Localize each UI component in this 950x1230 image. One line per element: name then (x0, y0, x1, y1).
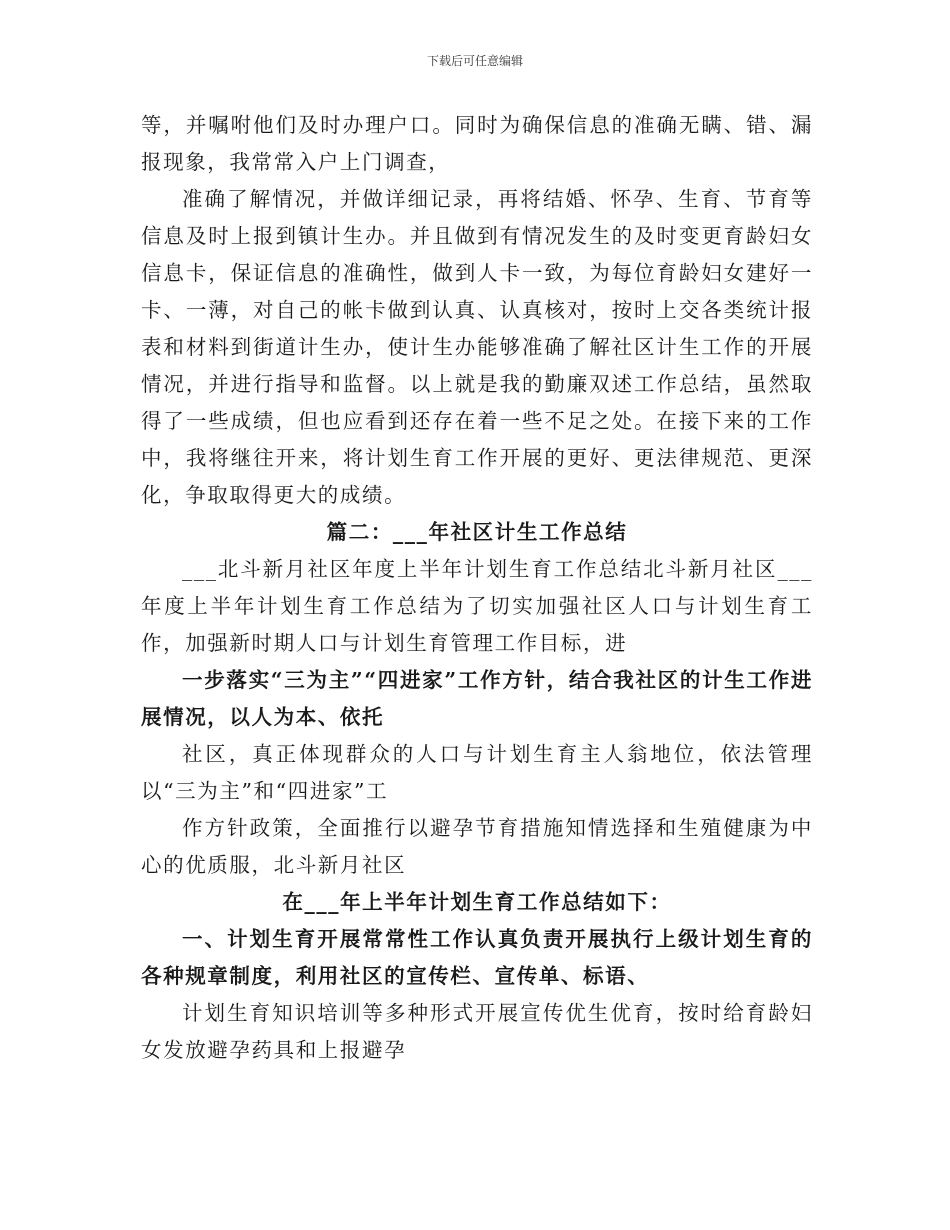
page-header: 下载后可任意编辑 (426, 54, 523, 68)
document-body (141, 107, 813, 1069)
section-title-2: 篇二：___年社区计生工作总结 (326, 520, 628, 544)
paragraph-7: 在___年上半年计划生育工作总结如下： (282, 890, 672, 914)
paragraph-9: 计划生育知识培训等多种形式开展宣传优生优育，按时给育龄妇女发放避孕药具和上报避孕 (141, 1001, 813, 1062)
paragraph-6: 作方针政策，全面推行以避孕节育措施知情选择和生殖健康为中心的优质服，北斗新月社区 (141, 816, 813, 877)
paragraph-5: 社区，真正体现群众的人口与计划生育主人翁地位，依法管理以“三为主”和“四进家”工 (141, 742, 813, 803)
paragraph-3: ___北斗新月社区年度上半年计划生育工作总结北斗新月社区___年度上半年计划生育工作总结为了切实加强社区人口与计划生育工作，加强新时期人口与计划生育管理工作目标，进 (141, 557, 813, 655)
paragraph-8: 一、计划生育开展常常性工作认真负责开展执行上级计划生育的各种规章制度，利用社区的宣传栏、宣传单、标语、 (141, 927, 813, 988)
paragraph-1: 等，并嘱咐他们及时办理户口。同时为确保信息的准确无瞒、错、漏报现象，我常常入户上门调查， (141, 113, 813, 174)
paragraph-4: 一步落实“三为主”“四进家”工作方针，结合我社区的计生工作进展情况，以人为本、依托 (141, 668, 813, 729)
paragraph-2: 准确了解情况，并做详细记录，再将结婚、怀孕、生育、节育等信息及时上报到镇计生办。并且做到有情况发生的及时变更育龄妇女信息卡，保证信息的准确性，做到人卡一致，为每位育龄妇女建好一卡、一薄，对自己的帐卡做到认真、认真核对，按时上交各类统计报表和材料到街道计生办，使计生办能够准确了解社区计生工作的开展情况，并进行指导和监督。以上就是我的勤廉双述工作总结，虽然取得了一些成绩，但也应看到还存在着一些不足之处。在接下来的工作中，我将继往开来，将计划生育工作开展的更好、更法律规范、更深化，争取取得更大的成绩。 (141, 187, 813, 507)
